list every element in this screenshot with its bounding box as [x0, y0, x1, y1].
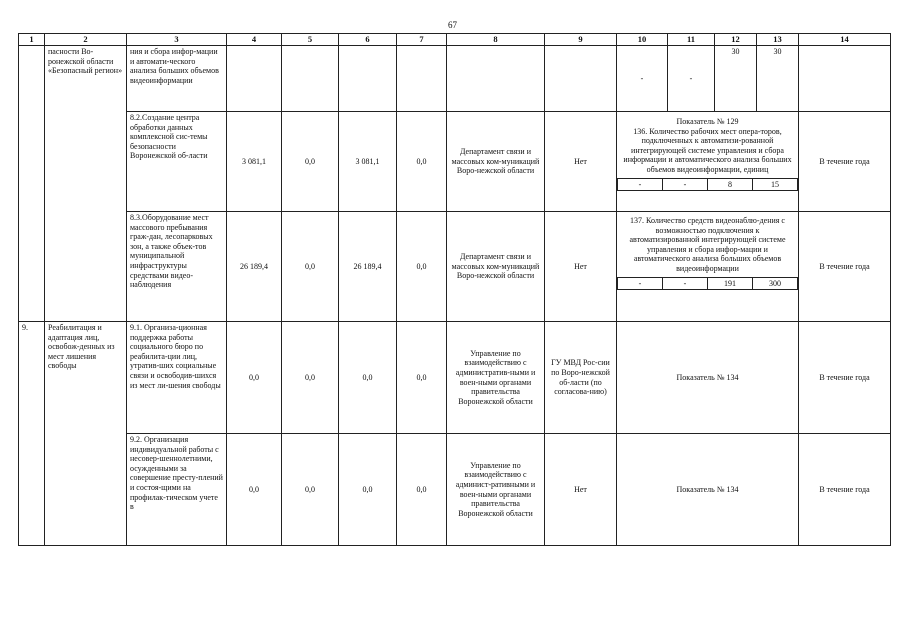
- coexecutor-cell: Нет: [545, 434, 617, 546]
- header-row: [19, 34, 891, 46]
- indicator-title: Показатель № 129: [676, 117, 739, 126]
- value-cell: -: [618, 277, 663, 290]
- term-cell: В течение года: [799, 212, 891, 322]
- table-row: [19, 212, 891, 322]
- value-cell: -: [663, 178, 708, 191]
- value-cell: 15: [753, 178, 798, 191]
- amount-cell: 26 189,4: [339, 212, 397, 322]
- col-header-7: 7: [397, 34, 447, 46]
- page-number: 67: [448, 20, 457, 30]
- amount-cell: 3 081,1: [227, 112, 282, 212]
- activity-text: 8.2.Создание центра обработки данных комплексной сис-темы безопасности Воронежской об-ласти: [127, 112, 227, 212]
- program-name: Реабилитация и адаптация лиц, освобож-денных из мест лишения свободы: [45, 322, 127, 546]
- activity-text: ния и сбора инфор-мации и автомати-ческого анализа больших объемов видеоинформации: [127, 46, 227, 112]
- amount-cell: 0,0: [282, 434, 339, 546]
- col-header-13: 13: [757, 34, 799, 46]
- item-number: 9.: [19, 322, 45, 546]
- table-row: [19, 434, 891, 546]
- program-table: [18, 33, 891, 546]
- value-cell: 30: [757, 46, 799, 112]
- value-cell: 8: [708, 178, 753, 191]
- coexecutor-cell: Нет: [545, 112, 617, 212]
- indicator-values: [617, 277, 798, 291]
- indicator-cell: [617, 112, 799, 212]
- col-header-10: 10: [617, 34, 668, 46]
- col-header-11: 11: [668, 34, 715, 46]
- term-cell: В течение года: [799, 434, 891, 546]
- col-header-4: 4: [227, 34, 282, 46]
- amount-cell: 3 081,1: [339, 112, 397, 212]
- indicator-ref: Показатель № 134: [617, 434, 799, 546]
- table-row: [19, 46, 891, 112]
- activity-text: 9.2. Организация индивидуальной работы с несовер-шеннолетними, осужденными за совершение престу-плений и состоя-щими на профилак-тическом учете в: [127, 434, 227, 546]
- amount-cell: 0,0: [227, 322, 282, 434]
- col-header-1: 1: [19, 34, 45, 46]
- amount-cell: 0,0: [227, 434, 282, 546]
- responsible-cell: Управление по взаимодействию с административ-ными и воен-ными органами правительства Воронежской области: [447, 322, 545, 434]
- term-cell: В течение года: [799, 112, 891, 212]
- value-cell: -: [663, 277, 708, 290]
- amount-cell: 0,0: [397, 322, 447, 434]
- activity-text: 8.3.Оборудование мест массового пребывания граж-дан, лесопарковых зон, а также объек-тов муниципальной инфраструктуры средствами видео-наблюдения: [127, 212, 227, 322]
- indicator-cell: [617, 212, 799, 322]
- indicator-text: 136. Количество рабочих мест опера-торов, подключенных к автоматизи-рованной интегрирующей системе управления и сбора информации и автоматического анализа больших объемов видеоинформации, единиц: [623, 126, 792, 174]
- responsible-cell: Департамент связи и массовых ком-муникаций Воро-нежской области: [447, 112, 545, 212]
- responsible-cell: Управление по взаимодействию с админист-ративными и воен-ными органами правительства Воронежской области: [447, 434, 545, 546]
- value-cell: 300: [753, 277, 798, 290]
- term-cell: В течение года: [799, 322, 891, 434]
- value-cell: -: [668, 46, 715, 112]
- table-row: [19, 322, 891, 434]
- amount-cell: 26 189,4: [227, 212, 282, 322]
- coexecutor-cell: ГУ МВД Рос-сии по Воро-нежской об-ласти (по согласова-нию): [545, 322, 617, 434]
- col-header-12: 12: [715, 34, 757, 46]
- indicator-text: 137. Количество средств видеонаблю-дения с возможностью подключения к автоматизированной интегрирующей системе управления и сбора инфор-мации и автоматического анализа больших объемов видеоинформации: [629, 216, 786, 273]
- col-header-8: 8: [447, 34, 545, 46]
- value-cell: 30: [715, 46, 757, 112]
- value-cell: -: [618, 178, 663, 191]
- amount-cell: 0,0: [397, 112, 447, 212]
- amount-cell: 0,0: [397, 434, 447, 546]
- program-name: пасности Во-ронежской области «Безопасный регион»: [45, 46, 127, 322]
- coexecutor-cell: Нет: [545, 212, 617, 322]
- col-header-6: 6: [339, 34, 397, 46]
- indicator-ref: Показатель № 134: [617, 322, 799, 434]
- activity-text: 9.1. Организа-ционная поддержка работы социального бюро по реабилита-ции лиц, утратив-ших социальные связи и освободив-шихся из мест ли-шения свободы: [127, 322, 227, 434]
- amount-cell: 0,0: [339, 322, 397, 434]
- col-header-3: 3: [127, 34, 227, 46]
- responsible-cell: Департамент связи и массовых ком-муникаций Воро-нежской области: [447, 212, 545, 322]
- amount-cell: 0,0: [397, 212, 447, 322]
- col-header-14: 14: [799, 34, 891, 46]
- col-header-9: 9: [545, 34, 617, 46]
- table-row: [19, 112, 891, 212]
- col-header-5: 5: [282, 34, 339, 46]
- indicator-values: [617, 178, 798, 192]
- amount-cell: 0,0: [339, 434, 397, 546]
- amount-cell: 0,0: [282, 212, 339, 322]
- value-cell: 191: [708, 277, 753, 290]
- amount-cell: 0,0: [282, 112, 339, 212]
- value-cell: -: [617, 46, 668, 112]
- col-header-2: 2: [45, 34, 127, 46]
- amount-cell: 0,0: [282, 322, 339, 434]
